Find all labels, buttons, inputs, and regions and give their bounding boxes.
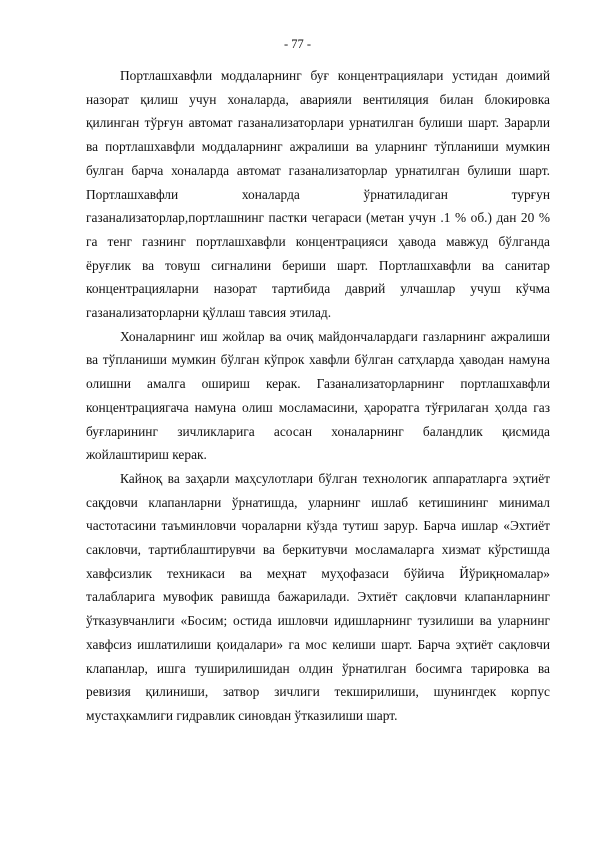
paragraph-gas-analyzers: Портлашхавфли моддаларнинг буғ концентрациялари устидан доимий назорат қилиш учун хоналарда, аварияли вентиляция билан блокировка қилинган тўрғун автомат газанализаторлари урнатилган булиши шарт. Зарарли ва портлашхавфли моддаларнинг ажралиши ва уларнинг тўпланиши мумкин булган барча хоналарда автомат газанализаторлар урнатилган булиши шарт. Портлашхавфли хоналарда ўрнатиладиган турғун газанализаторлар,портлашнинг пастки чегараси (метан учун .1 % об.) дан 20 % га тенг газнинг портлашхавфли концентрацияси ҳавода мавжуд бўлганда ёруғлик ва товуш сигналини бериши шарт. Портлашхавфли ва санитар концентрацияларни назорат тартибида даврий улчашлар учуш кўчма газанализаторларни қўллаш тавсия этилад. <box>86 68 550 321</box>
paragraph-safety-valves: Кайноқ ва заҳарли маҳсулотлари бўлган технологик аппаратларга эҳтиёт сақдовчи клапанларни ўрнатишда, уларнинг ишлаб кетишининг минимал частотасини таъминловчи чораларни кўзда тутиш зарур. Барча ишлар «Эхтиёт сакловчи, тартиблаштирувчи ва беркитувчи мосламаларга хизмат кўрстишда хавфсизлик техникаси ва меҳнат муҳофазаси бўйича Йўриқномалар» талабларига мувофик равишда бажарилади. Эхтиёт сақловчи клапанларнинг ўтказувчанлиги «Босим; остида ишловчи идишларнинг тузилиши ва уларнинг хавфсиз ишлатилиши қоидалари» га мос келиши шарт. Барча эҳтиёт сақловчи клапанлар, ишга туширилишидан олдин ўрнатилган босимга тарировка ва ревизия қилиниши, затвор зичлиги текширилиши, шунингдек корпус мустаҳкамлиги гидравлик синовдан ўтказилиши шарт. <box>86 470 550 723</box>
paragraph-air-sampling: Хоналарнинг иш жойлар ва очиқ майдончалардаги газларнинг ажралиши ва тўпланиши мумкин бўлган кўпрок хавфли бўлган сатҳларда ҳаводан намуна олишни амалга ошириш керак. Газанализаторларнинг портлашхавфли концентрациягача намуна олиш мосламасини, ҳароратга тўғрилаган ҳолда газ буғларининг зичликларига асосан хоналарнинг баландлик қисмида жойлаштириш керак. <box>86 328 550 463</box>
body-text <box>86 64 550 728</box>
page-number: - 77 - <box>283 37 312 51</box>
